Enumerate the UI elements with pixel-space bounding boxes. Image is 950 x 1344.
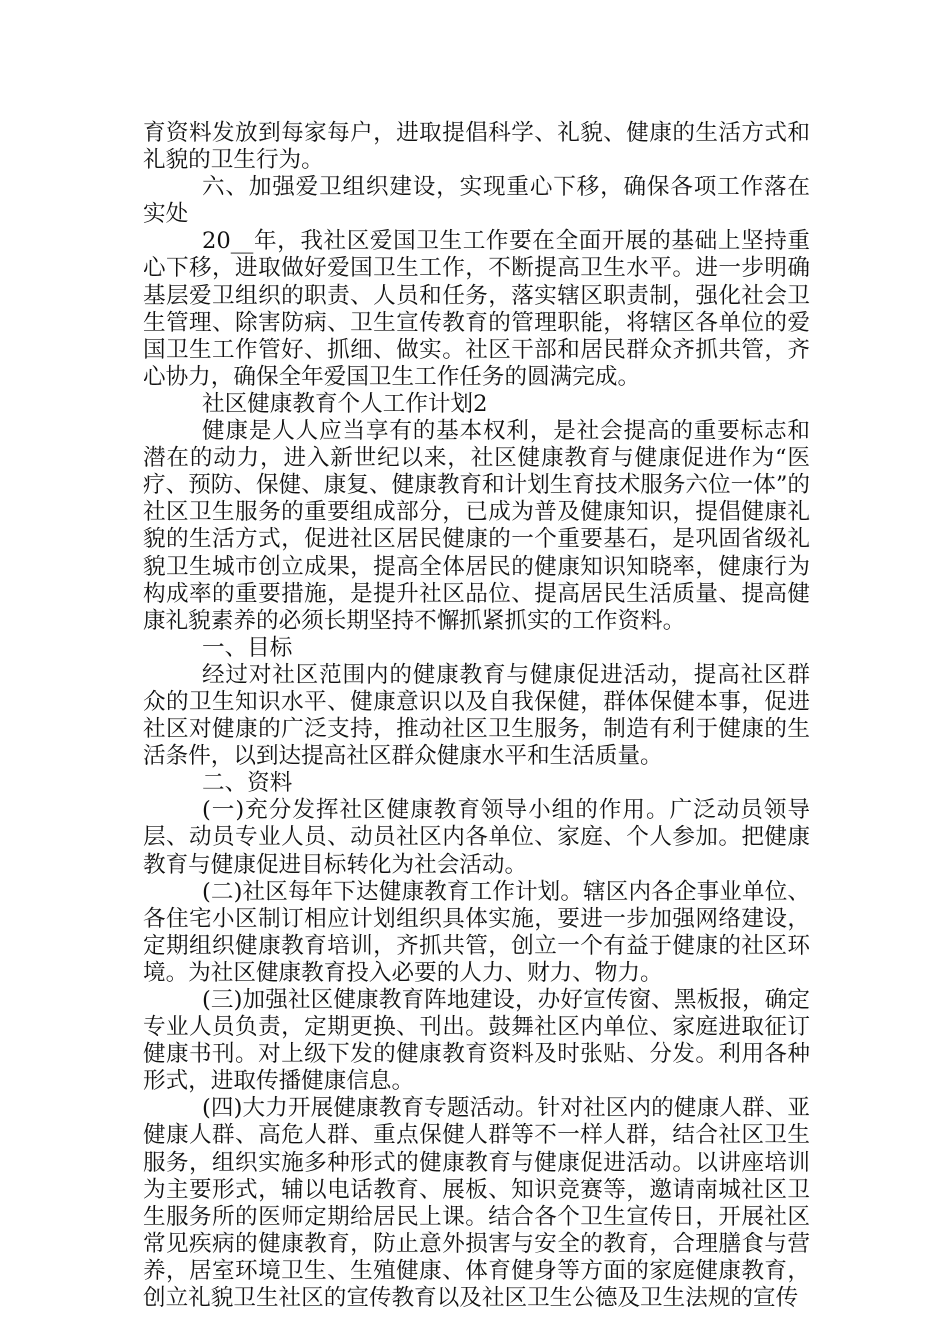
section-heading: 一、目标	[202, 634, 293, 661]
list-item: (一)充分发挥社区健康教育领导小组的作用。广泛动员领导层、动员专业人员、动员社区内各单位、家庭、个人参加。把健康教育与健康促进目标转化为社会活动。	[143, 797, 810, 878]
paragraph: 20__年，我社区爱国卫生工作要在全面开展的基础上坚持重心下移，进取做好爱国卫生工作，不断提高卫生水平。进一步明确基层爱卫组织的职责、人员和任务，落实辖区职责制，强化社会卫生管理、除害防病、卫生宣传教育的管理职能，将辖区各单位的爱国卫生工作管好、抓细、做实。社区干部和居民群众齐抓共管，齐心协力，确保全年爱国卫生工作任务的圆满完成。	[143, 228, 810, 390]
paragraph: 健康是人人应当享有的基本权利，是社会提高的重要标志和潜在的动力，进入新世纪以来，社区健康教育与健康促进作为“医疗、预防、保健、康复、健康教育和计划生育技术服务六位一体”的社区卫生服务的重要组成部分，已成为普及健康知识，提倡健康礼貌的生活方式，促进社区居民健康的一个重要基石，是巩固省级礼貌卫生城市创立成果，提高全体居民的健康知识知晓率，健康行为构成率的重要措施，是提升社区品位、提高居民生活质量、提高健康礼貌素养的必须长期坚持不懈抓紧抓实的工作资料。	[143, 418, 810, 634]
document-body	[143, 120, 810, 1312]
list-item: (三)加强社区健康教育阵地建设，办好宣传窗、黑板报，确定专业人员负责，定期更换、刊出。鼓舞社区内单位、家庭进取征订健康书刊。对上级下发的健康教育资料及时张贴、分发。利用各种形式，进取传播健康信息。	[143, 987, 810, 1095]
section-heading: 二、资料	[202, 770, 293, 797]
document-title: 社区健康教育个人工作计划2	[202, 390, 488, 417]
paragraph: 育资料发放到每家每户，进取提倡科学、礼貌、健康的生活方式和礼貌的卫生行为。	[143, 120, 810, 174]
section-heading: 六、加强爱卫组织建设，实现重心下移，确保各项工作落在实处	[143, 174, 810, 228]
list-item: (四)大力开展健康教育专题活动。针对社区内的健康人群、亚健康人群、高危人群、重点保健人群等不一样人群，结合社区卫生服务，组织实施多种形式的健康教育与健康促进活动。以讲座培训为主要形式，辅以电话教育、展板、知识竞赛等，邀请南城社区卫生服务所的医师定期给居民上课。结合各个卫生宣传日，开展社区常见疾病的健康教育，防止意外损害与安全的教育，合理膳食与营养，居室环境卫生、生殖健康、体育健身等方面的家庭健康教育，创立礼貌卫生社区的宣传教育以及社区卫生公德及卫生法规的宣传	[143, 1095, 810, 1312]
list-item: (二)社区每年下达健康教育工作计划。辖区内各企事业单位、各住宅小区制订相应计划组织具体实施，要进一步加强网络建设，定期组织健康教育培训，齐抓共管，创立一个有益于健康的社区环境。为社区健康教育投入必要的人力、财力、物力。	[143, 878, 810, 986]
paragraph: 经过对社区范围内的健康教育与健康促进活动，提高社区群众的卫生知识水平、健康意识以及自我保健，群体保健本事，促进社区对健康的广泛支持，推动社区卫生服务，制造有利于健康的生活条件，以到达提高社区群众健康水平和生活质量。	[143, 661, 810, 770]
